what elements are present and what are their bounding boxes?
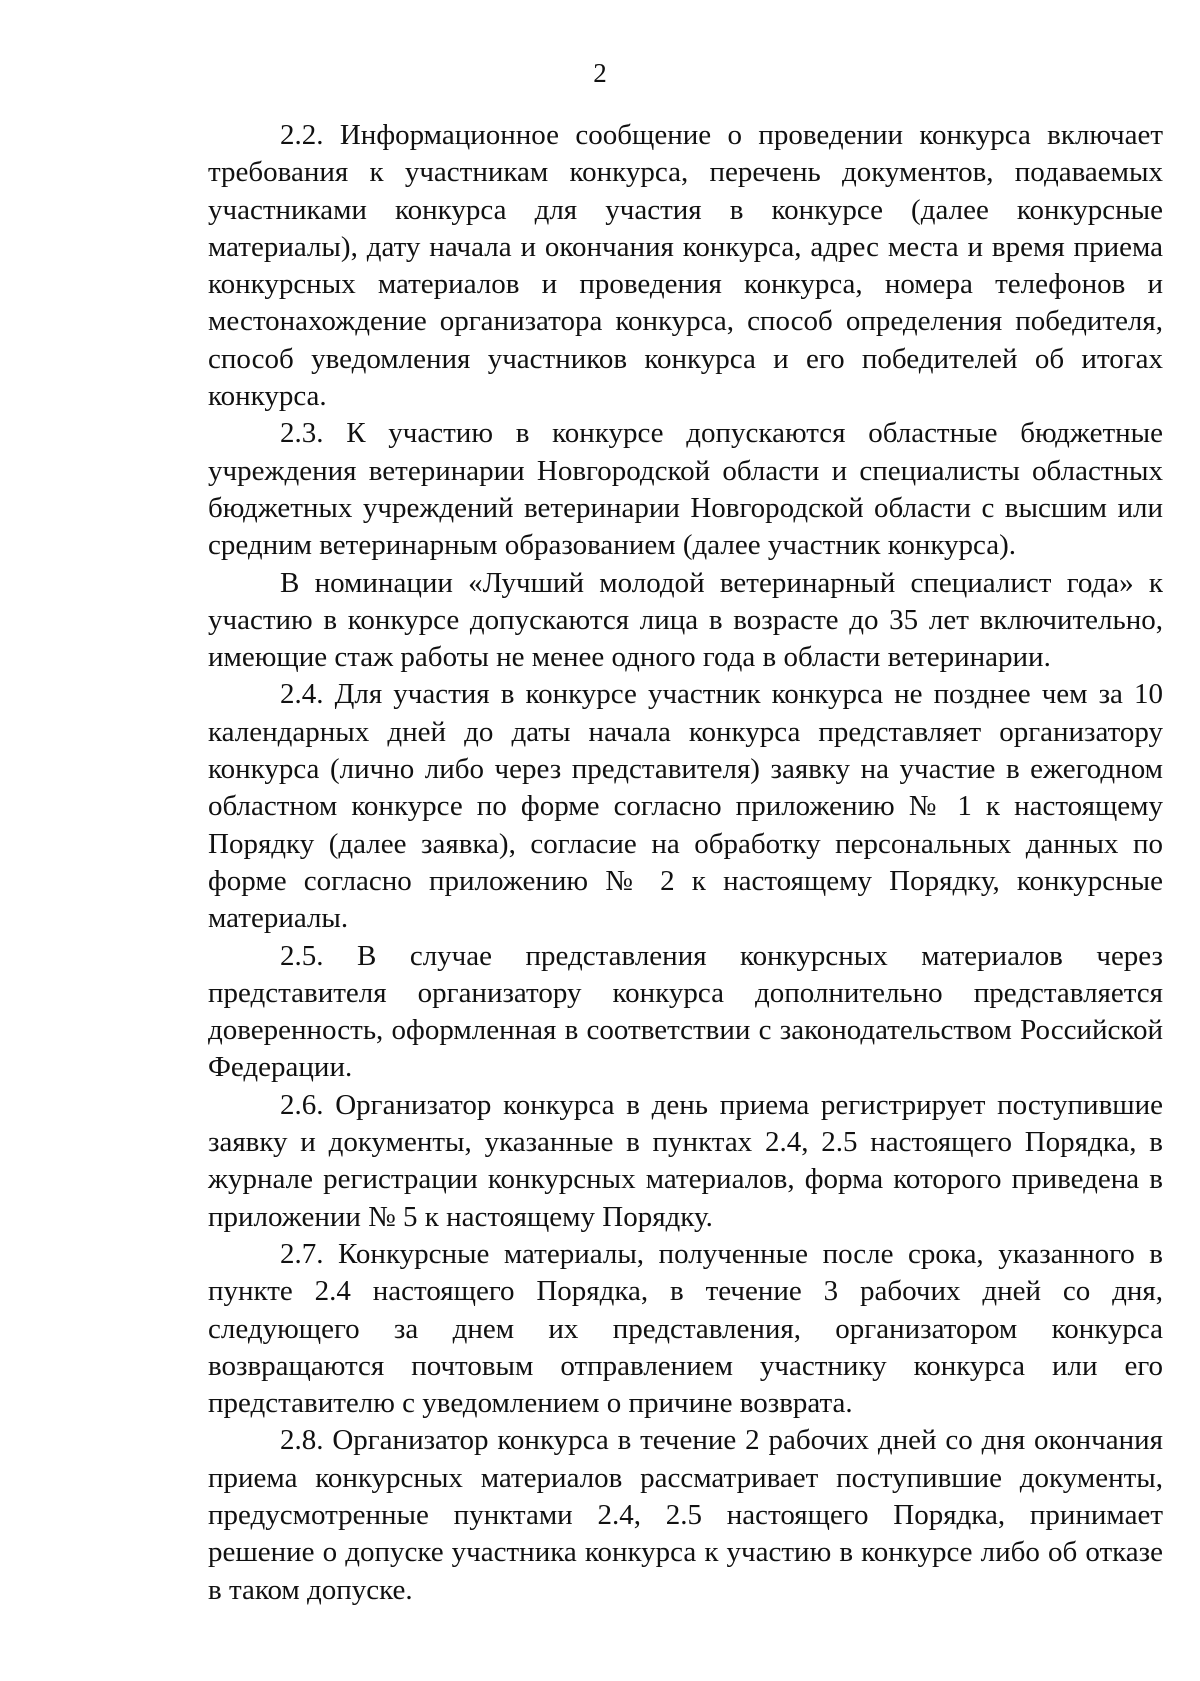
- paragraph-2-6: 2.6. Организатор конкурса в день приема регистрирует поступившие заявку и документы, указанные в пунктах 2.4, 2.5 настоящего Порядка, в журнале регистрации конкурсных материалов, форма которого приведена в приложении № 5 к настоящему Порядку.: [208, 1088, 1163, 1233]
- paragraph-2-8: 2.8. Организатор конкурса в течение 2 рабочих дней со дня окончания приема конкурсных материалов рассматривает поступившие документы, предусмотренные пунктами 2.4, 2.5 настоящего Порядка, принимает решение о допуске участника конкурса к участию в конкурсе либо об отказе в таком допуске.: [208, 1424, 1163, 1606]
- page-number: 2: [593, 58, 607, 88]
- paragraph-2-5: 2.5. В случае представления конкурсных материалов через представителя организатору конкурса дополнительно представляется доверенность, оформленная в соответствии с законодательством Российской Федерации.: [208, 939, 1163, 1084]
- paragraph-2-7: 2.7. Конкурсные материалы, полученные после срока, указанного в пункте 2.4 настоящего Порядка, в течение 3 рабочих дней со дня, следующего за днем их представления, организатором конкурса возвращаются почтовым отправлением участнику конкурса или его представителю с уведомлением о причине возврата.: [208, 1237, 1163, 1420]
- paragraph-2-3: 2.3. К участию в конкурсе допускаются областные бюджетные учреждения ветеринарии Новгородской области и специалисты областных бюджетных учреждений ветеринарии Новгородской области с высшим или средним ветеринарным образованием (далее участник конкурса).: [208, 417, 1163, 562]
- paragraph-2-3-nomination: В номинации «Лучший молодой ветеринарный специалист года» к участию в конкурсе допускаются лица в возрасте до 35 лет включительно, имеющие стаж работы не менее одного года в области ветеринарии.: [208, 566, 1163, 674]
- paragraph-2-4: 2.4. Для участия в конкурсе участник конкурса не позднее чем за 10 календарных дней до даты начала конкурса представляет организатору конкурса (лично либо через представителя) заявку на участие в ежегодном областном конкурсе по форме согласно приложению № 1 к настоящему Порядку (далее заявка), согласие на обработку персональных данных по форме согласно приложению № 2 к настоящему Порядку, конкурсные материалы.: [208, 678, 1163, 935]
- paragraph-2-2: 2.2. Информационное сообщение о проведении конкурса включает требования к участникам конкурса, перечень документов, подаваемых участниками конкурса для участия в конкурсе (далее конкурсные материалы), дату начала и окончания конкурса, адрес места и время приема конкурсных материалов и проведения конкурса, номера телефонов и местонахождение организатора конкурса, способ определения победителя, способ уведомления участников конкурса и его победителей об итогах конкурса.: [208, 119, 1163, 413]
- document-body: [208, 117, 1163, 1609]
